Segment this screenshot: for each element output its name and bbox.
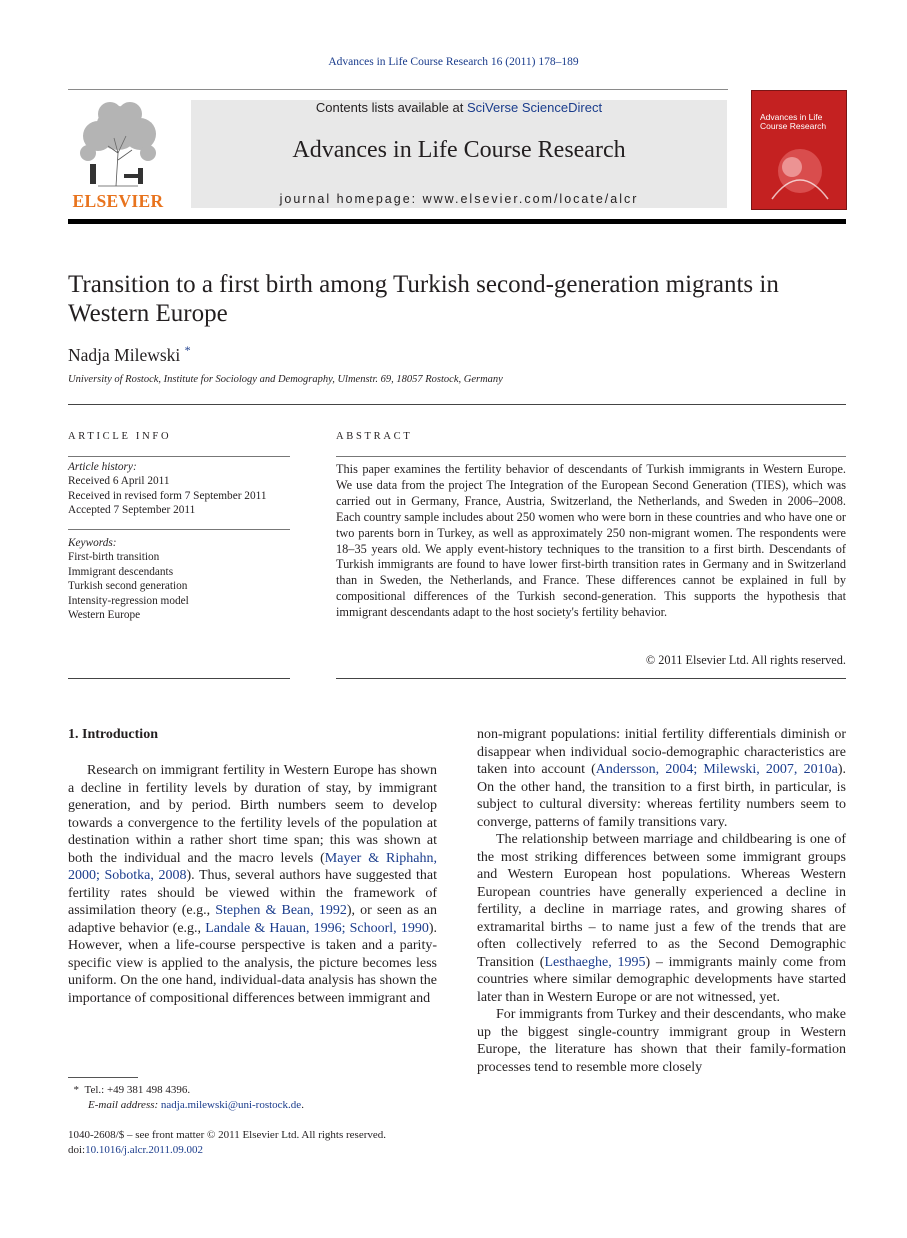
author-footnote [68,1083,304,1113]
doi-link[interactable]: 10.1016/j.alcr.2011.09.002 [85,1144,203,1156]
section-heading-introduction: 1. Introduction [68,727,158,742]
body-paragraph: The relationship between marriage and childbearing is one of the most striking differences between some immigrant groups and Western European host populations. Whereas Western European countries have generally experienced a decline in fertility, a decline in marriage rates, and growing shares of extramarital births – to name just a few of the trends that are often collectively referred to as the Second Demographic Transition (Lesthaeghe, 1995) – immigrants mainly come from countries where similar demographic developments have started later than in Western Europe or are not witnessed, yet. [477,832,846,1005]
abstract-rule [336,456,846,457]
author-name: Nadja Milewski [68,344,181,365]
article-history [68,460,290,518]
doi-label: doi: [68,1144,86,1156]
journal-title: Advances in Life Course Research [292,137,626,163]
abstract-bottom-rule [336,678,846,679]
title-divider [68,404,846,405]
citation-link[interactable]: Stephen & Bean, 1992 [215,903,347,918]
footnote-tel: Tel.: +49 381 498 4396. [84,1084,191,1096]
keyword: Immigrant descendants [68,565,174,578]
cover-title: Advances in Life Course Research [760,112,827,131]
issn-copyright: 1040-2608/$ – see front matter © 2011 Elsevier Ltd. All rights reserved. [68,1129,387,1141]
keywords-list [68,536,290,622]
cover-artwork-icon [762,141,838,203]
header-thick-rule [68,219,846,224]
article-info-heading: ARTICLE INFO [68,431,172,442]
footnote-rule [68,1077,138,1078]
keyword: First-birth transition [68,551,160,564]
article-info-bottom-rule [68,678,290,679]
body-paragraph: non-migrant populations: initial fertility differentials diminish or disappear when individual socio-demographic characteristics are taken into account (Andersson, 2004; Milewski, 2007, 2010a). On the other hand, the transition to a first birth, in particular, is subject to cultural diversity: whereas fertility numbers seem to converge, patterns of family transitions vary. [477,727,846,830]
journal-homepage[interactable]: journal homepage: www.elsevier.com/locate/alcr [279,192,639,206]
history-accepted: Accepted 7 September 2011 [68,504,196,517]
abstract-copyright: © 2011 Elsevier Ltd. All rights reserved. [645,653,846,667]
email-label: E-mail address: [88,1099,161,1111]
keywords-rule [68,529,290,530]
contents-prefix: Contents lists available at [315,100,467,115]
keyword: Turkish second generation [68,580,188,593]
header-top-rule [68,89,728,90]
keyword: Western Europe [68,609,141,622]
article-info-rule [68,456,290,457]
author-affiliation: University of Rostock, Institute for Sociology and Demography, Ulmenstr. 69, 18057 Rostock, Germany [68,374,503,385]
abstract-heading: ABSTRACT [336,431,413,442]
citation-link[interactable]: Lesthaeghe, 1995 [544,954,646,970]
citation-link[interactable]: Mayer & Riphahn, 2000; Sobotka, 2008 [68,850,437,883]
body-column-left [68,762,437,1007]
journal-citation[interactable]: Advances in Life Course Research 16 (2011) 178–189 [328,56,579,68]
citation-link[interactable]: Landale & Hauan, 1996; Schoorl, 1990 [205,920,429,936]
history-revised: Received in revised form 7 September 2011 [68,489,267,502]
history-received: Received 6 April 2011 [68,475,170,488]
body-paragraph: For immigrants from Turkey and their descendants, who make up the biggest single-country immigrant group in Western Europe, the literature has shown that their family-formation processes tend to resemble more closely [477,1007,846,1075]
elsevier-wordmark: ELSEVIER [72,191,164,211]
abstract-text: This paper examines the fertility behavior of descendants of Turkish immigrants in Western Europe. We use data from the project The Integration of the European Second Generation (TIES), which was carried out in Germany, France, Austria, Switzerland, the Netherlands, and Sweden in 2006–2008. Each country sample includes about 250 women who were born in these countries and who have one or two parents born in Turkey, as well as approximately 250 non-migrant women. The respondents were 18–35 years old. We apply event-history techniques to the transition to a first birth. Descendants of Turkish immigrants are found to have lower first-birth transition rates in Germany and in Switzerland than in Sweden, the Netherlands, and France. These differences cannot be explained in full by compositional differences of the Turkish second-generation. This supports the hypothesis that immigrant descendants adapt to the host society's fertility behavior. [336,462,846,620]
citation-link[interactable]: Andersson, 2004; Milewski, 2007, 2010a [595,762,838,777]
journal-cover-thumbnail[interactable] [751,90,847,210]
body-paragraph: Research on immigrant fertility in Western Europe has shown a decline in fertility levels by duration of stay, by immigrant generation, and by period. Birth numbers seem to develop towards a convergence to the fertility levels of the population at destination within a rather short time span; this was shown at both the individual and the macro levels (Mayer & Riphahn, 2000; Sobotka, 2008). Thus, several authors have suggested that fertility rates should be viewed within the framework of assimilation theory (e.g., Stephen & Bean, 1992), or seen as an adaptive behavior (e.g., Landale & Hauan, 1996; Schoorl, 1990). However, when a life-course perspective is taken and a parity-specific view is applied to the analysis, the picture becomes less uniform. On the one hand, individual-data analysis has shown the importance of compositional differences between immigrant and [68,763,438,1006]
sciencedirect-link[interactable]: SciVerse ScienceDirect [466,100,603,115]
history-label: Article history: [68,461,137,473]
keywords-label: Keywords: [68,537,117,549]
body-column-right [477,726,846,1076]
email-link[interactable]: nadja.milewski@uni-rostock.de [160,1099,302,1111]
author-line [68,343,191,366]
keyword: Intensity-regression model [68,594,189,607]
doi-line [68,1143,386,1158]
article-title: Transition to a first birth among Turkish second-generation migrants in Western Europe [68,271,779,327]
footnote-email-line: E-mail address: nadja.milewski@uni-rostock.de. [88,1099,304,1111]
footnote-mark: * [73,1084,79,1096]
author-footnote-mark[interactable]: * [184,343,191,357]
front-matter [68,1128,386,1158]
footnote-tel-line [68,1083,304,1098]
contents-availability [191,100,727,115]
